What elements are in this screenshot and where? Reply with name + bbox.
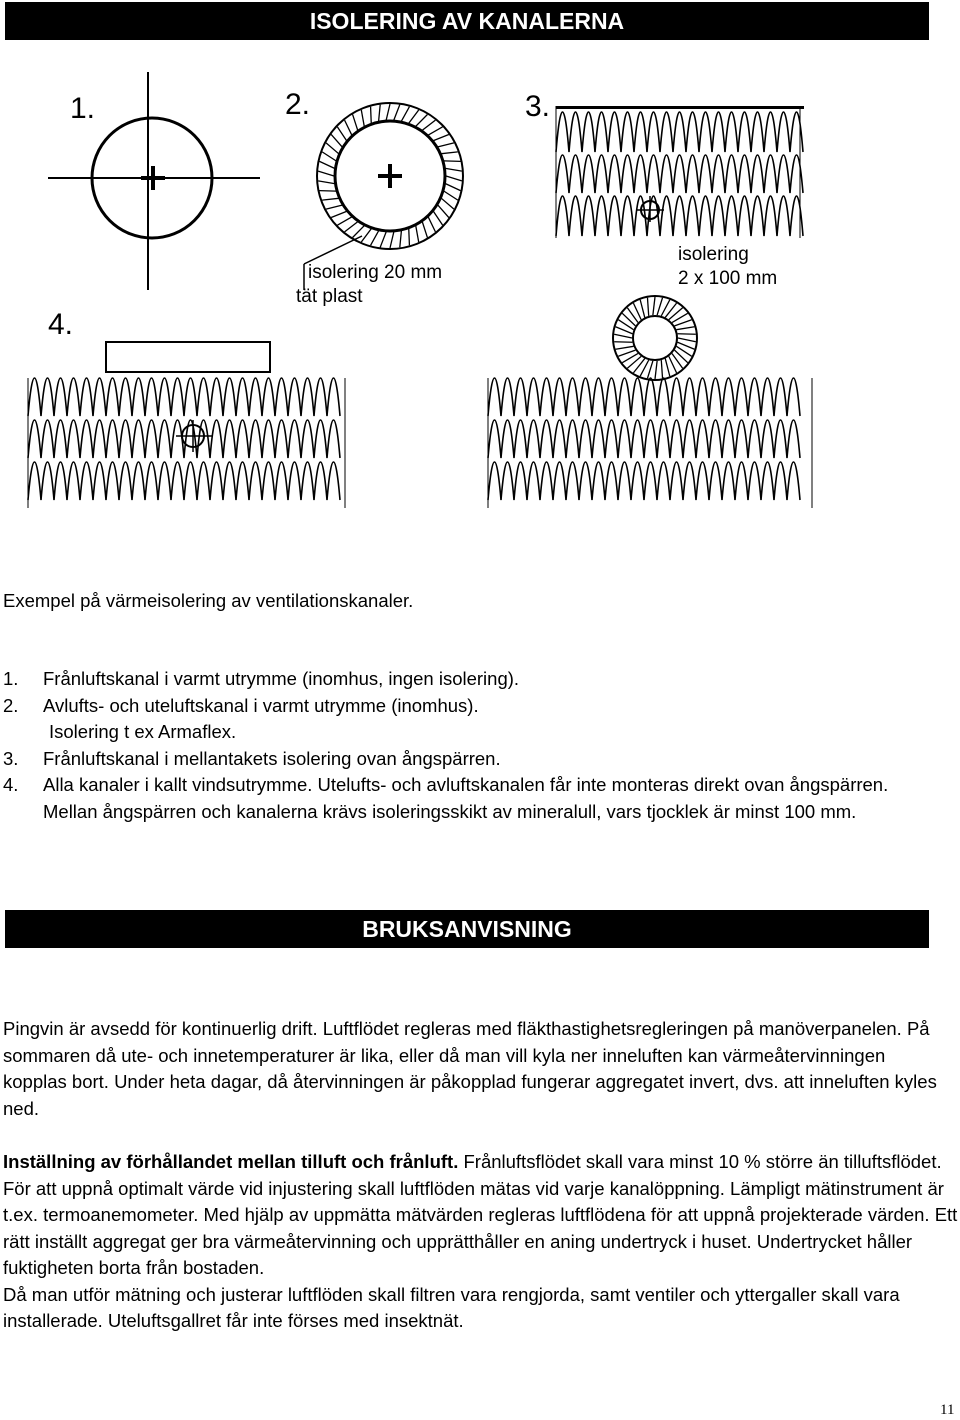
figure-number-4: 4.: [48, 308, 74, 341]
figure-caption: Exempel på värmeisolering av ventilationskanaler.: [3, 590, 414, 611]
note-item-4: [3, 772, 933, 825]
note-text: Alla kanaler i kallt vindsutrymme. Utelufts- och avluftskanalen får inte monteras direkt ovan ångspärren. Mellan ångspärren och kanalerna krävs isoleringsskikt av mineralull, vars tjocklek är minst 100 mm.: [43, 774, 889, 822]
setup-text: Frånluftsflödet skall vara minst 10 % större än tilluftsflödet. För att uppnå optimalt värde vid injustering skall luftflöden mätas vid varje kanalöppning. Lämpligt mätinstrument är t.ex. termoanemometer. Med hjälp av uppmätta mätvärden regleras luftflödena för att uppnå projekterade värden. Ett rätt inställt aggregat ger bra värmeåtervinning och upprätthåller en aning undertryck i huset. Undertrycket håller fuktigheten borta från bostaden.: [3, 1151, 958, 1278]
note-item-1: [3, 666, 933, 693]
note-item-2: [3, 693, 933, 720]
figure-number-1: 1.: [70, 92, 96, 125]
note-number: 4.: [3, 774, 19, 795]
figure-number-2: 2.: [285, 88, 311, 121]
duct-3-in-insulation: [556, 106, 804, 238]
callout-insulation-20mm: isolering 20 mm: [308, 262, 443, 283]
callout-insulation: isolering: [678, 244, 749, 265]
figure-number-3: 3.: [525, 90, 551, 123]
note-item-3: [3, 746, 933, 773]
note-text: Frånluftskanal i mellantakets isolering ovan ångspärren.: [43, 747, 501, 769]
section-title-instructions: BRUKSANVISNING: [5, 910, 929, 948]
callout-2x100mm: 2 x 100 mm: [678, 268, 778, 289]
duct-insulation-figure: [0, 45, 960, 525]
note-text: Isolering t ex Armaflex.: [49, 721, 237, 742]
note-number: 3.: [3, 747, 19, 769]
figure-notes-list: [3, 666, 933, 825]
section-title-insulation: ISOLERING AV KANALERNA: [5, 2, 929, 40]
note-text: Frånluftskanal i varmt utrymme (inomhus, ingen isolering).: [43, 668, 520, 689]
setup-heading: Inställning av förhållandet mellan tilluft och frånluft.: [3, 1151, 459, 1172]
note-text: Avlufts- och uteluftskanal i varmt utrymme (inomhus).: [43, 694, 479, 716]
page-number: 11: [940, 1402, 955, 1418]
callout-tight-plastic: tät plast: [296, 286, 363, 307]
note-number: 1.: [3, 668, 19, 689]
usage-paragraph: Pingvin är avsedd för kontinuerlig drift. Luftflödet regleras med fläkthastighetsregleringen på manöverpanelen. På sommaren då ute- och innetemperaturer är lika, eller då man vill kyla ner inneluften kan värmeåtervinningen kopplas bort. Under heta dagar, då återvinningen är påkopplad fungerar aggregatet invert, dvs. att inneluften kyles ned.: [3, 1018, 937, 1119]
note-item-2-cont: [3, 719, 933, 746]
setup-paragraph: [3, 1149, 958, 1335]
setup-text-2: Då man utför mätning och justerar luftflöden skall filtren vara rengjorda, samt ventiler och yttergaller skall vara installerade. Uteluftsgallret får inte förses med insektnät.: [3, 1283, 900, 1331]
note-number: 2.: [3, 694, 19, 716]
duct-4-cold-attic: [28, 296, 812, 508]
